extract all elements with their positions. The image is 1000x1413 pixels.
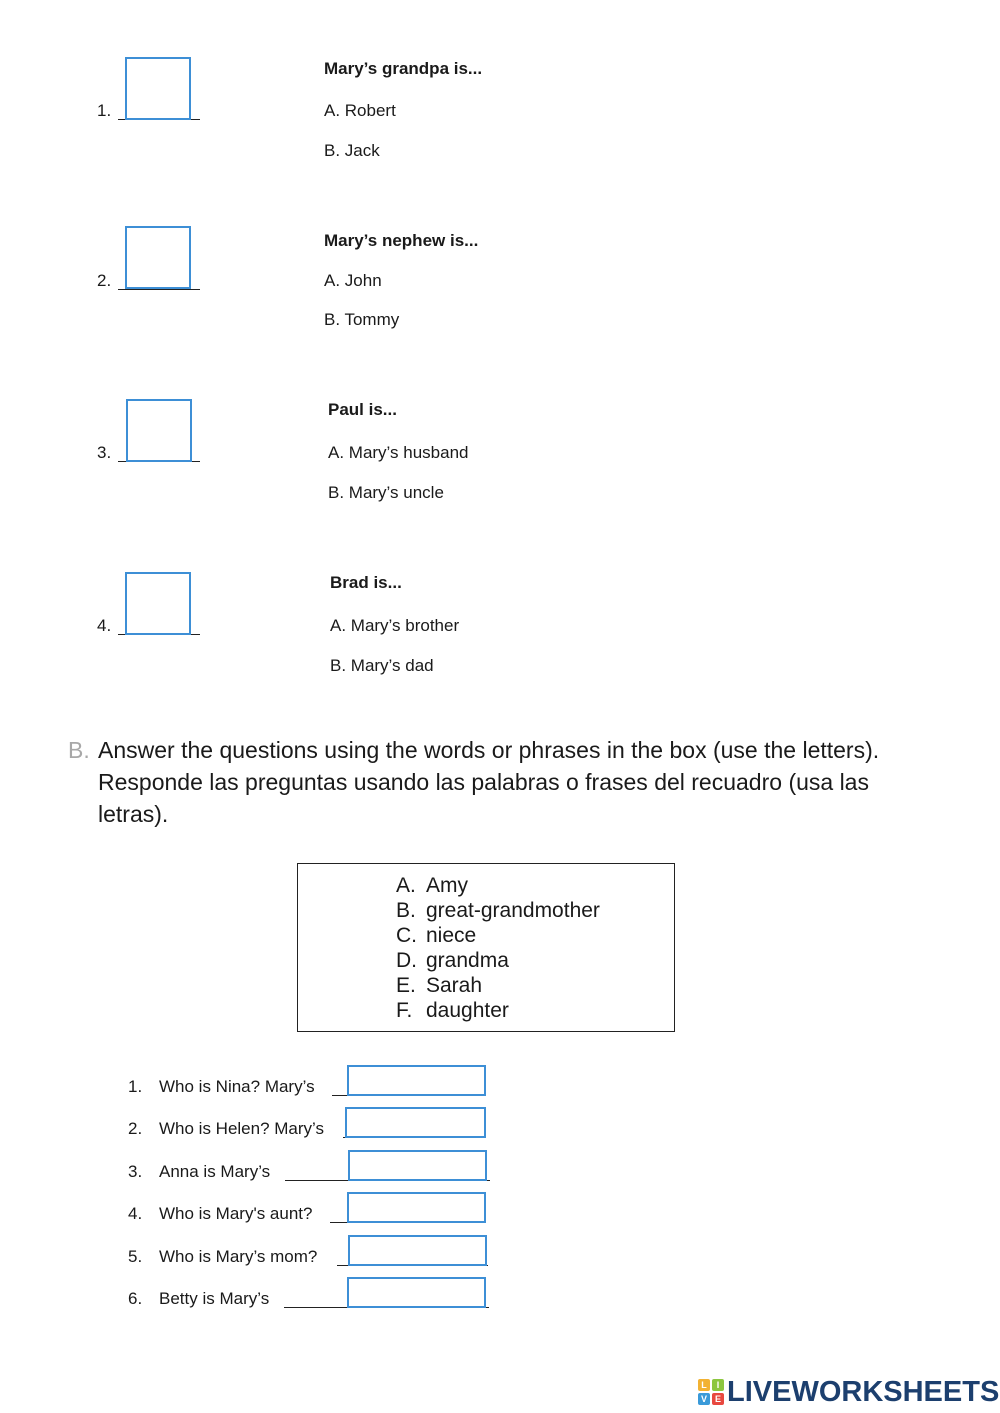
question-title: Mary’s grandpa is... [324, 59, 483, 78]
question-number: 4. [97, 616, 112, 635]
liveworksheets-logo [698, 1377, 999, 1407]
question-number: 1. [128, 1077, 143, 1096]
word-item [396, 998, 509, 1023]
question-number: 2. [97, 271, 112, 290]
answer-underline [118, 289, 200, 290]
answer-field-1[interactable] [347, 1065, 486, 1096]
logo-tile: L [698, 1379, 710, 1391]
question-title: Mary’s nephew is... [324, 231, 479, 250]
word-letter: C. [396, 924, 417, 947]
question-title: Paul is... [328, 400, 397, 419]
instruction-english: Answer the questions using the words or phrases in the box (use the letters). [98, 737, 880, 763]
word-item [396, 898, 600, 923]
word-item [396, 923, 476, 948]
answer-field-2[interactable] [345, 1107, 486, 1138]
answer-box-4[interactable] [125, 572, 191, 635]
question-number: 3. [128, 1162, 143, 1181]
option-b: B. Mary’s uncle [328, 483, 444, 502]
answer-box-1[interactable] [125, 57, 191, 120]
answer-field-5[interactable] [348, 1235, 487, 1266]
word-letter: A. [396, 874, 416, 897]
option-b: B. Mary’s dad [330, 656, 434, 675]
question-number: 6. [128, 1289, 143, 1308]
answer-field-4[interactable] [347, 1192, 486, 1223]
instruction-spanish-line2: letras). [98, 801, 169, 827]
question-number: 1. [97, 101, 112, 120]
answer-field-3[interactable] [348, 1150, 487, 1181]
word-item [396, 873, 468, 898]
question-number: 5. [128, 1247, 143, 1266]
section-letter: B. [68, 737, 90, 763]
option-a: A. Robert [324, 101, 396, 120]
word-letter: B. [396, 899, 416, 922]
word-text: niece [426, 924, 477, 947]
logo-tile: E [712, 1393, 724, 1405]
question-text: Who is Mary's aunt? [159, 1204, 313, 1223]
option-a: A. Mary’s brother [330, 616, 460, 635]
question-number: 3. [97, 443, 112, 462]
logo-text: LIVEWORKSHEETS [727, 1375, 1000, 1408]
word-text: grandma [426, 949, 509, 972]
question-text: Who is Mary’s mom? [159, 1247, 318, 1266]
question-text: Betty is Mary’s [159, 1289, 270, 1308]
word-text: Sarah [426, 974, 483, 997]
word-text: great-grandmother [426, 899, 600, 922]
option-a: A. John [324, 271, 382, 290]
word-text: Amy [426, 874, 468, 897]
question-title: Brad is... [330, 573, 402, 592]
question-text: Anna is Mary’s [159, 1162, 271, 1181]
word-item [396, 973, 482, 998]
word-text: daughter [426, 999, 509, 1022]
word-item [396, 948, 509, 973]
word-letter: D. [396, 949, 417, 972]
logo-tile: V [698, 1393, 710, 1405]
option-a: A. Mary’s husband [328, 443, 469, 462]
option-b: B. Tommy [324, 310, 400, 329]
logo-grid-icon [698, 1379, 724, 1405]
question-number: 4. [128, 1204, 143, 1223]
answer-field-6[interactable] [347, 1277, 486, 1308]
word-letter: E. [396, 974, 416, 997]
word-letter: F. [396, 999, 413, 1022]
question-number: 2. [128, 1119, 143, 1138]
option-b: B. Jack [324, 141, 380, 160]
question-text: Who is Nina? Mary’s [159, 1077, 315, 1096]
answer-box-2[interactable] [125, 226, 191, 289]
word-box [297, 863, 675, 1032]
answer-box-3[interactable] [126, 399, 192, 462]
instruction-spanish-line1: Responde las preguntas usando las palabras o frases del recuadro (usa las [98, 769, 869, 795]
question-text: Who is Helen? Mary’s [159, 1119, 325, 1138]
logo-tile: I [712, 1379, 724, 1391]
